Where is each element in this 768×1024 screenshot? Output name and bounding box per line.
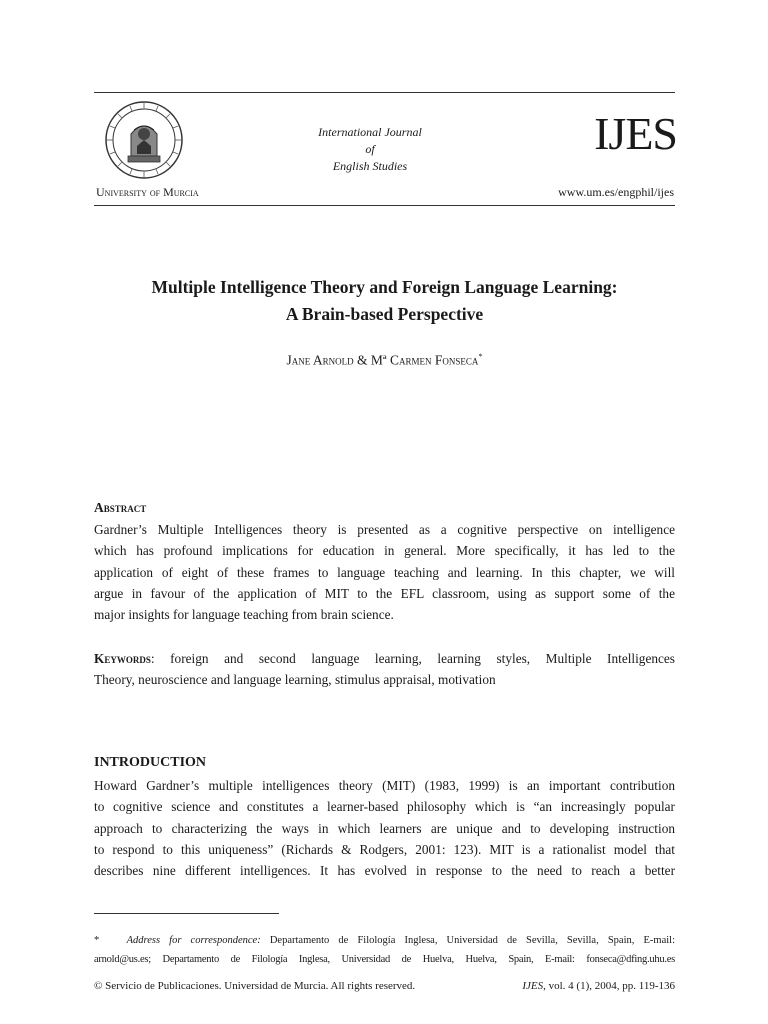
introduction-line: approach to characterizing the ways in which learners are unique and to developing instruction: [94, 820, 675, 836]
journal-abbreviation: IJES: [522, 980, 544, 992]
keywords-line: Theory, neuroscience and language learning, stimulus appraisal, motivation: [94, 672, 496, 688]
journal-name-line1: International Journal: [318, 125, 422, 139]
keywords-label: Keywords: [94, 651, 151, 666]
introduction-line: describes nine different intelligences. It has evolved in response to the need to reach a better: [94, 863, 675, 879]
keywords-paragraph: [94, 648, 675, 691]
footnote-marker: *: [94, 935, 100, 946]
university-seal-logo: [104, 100, 184, 180]
university-name: University of Murcia: [96, 185, 199, 199]
author-names: Jane Arnold & Mª Carmen Fonseca: [286, 352, 479, 368]
introduction-line: Howard Gardner’s multiple intelligences theory (MIT) (1983, 1999) is an important contribution: [94, 778, 675, 793]
abstract-paragraph: [94, 519, 675, 625]
introduction-paragraph: [94, 775, 675, 881]
journal-name: [300, 124, 440, 175]
journal-url[interactable]: www.um.es/engphil/ijes: [558, 185, 674, 199]
abstract-line: Gardner’s Multiple Intelligences theory is presented as a cognitive perspective on intelligence: [94, 522, 675, 537]
abstract-line: which has profound implications for education in general. More specifically, it has led to the: [94, 543, 675, 559]
footnote-text: Departamento de Filología Inglesa, Universidad de Sevilla, Sevilla, Spain, E-mail:: [260, 935, 675, 946]
article-title-line2: A Brain-based Perspective: [285, 304, 484, 324]
keywords-text: : foreign and second language learning, learning styles, Multiple Intelligences: [150, 651, 675, 666]
article-title: [94, 274, 675, 328]
abstract-line: major insights for language teaching from brain science.: [94, 607, 394, 623]
citation-details: , vol. 4 (1), 2004, pp. 119-136: [543, 980, 675, 992]
header-top-rule: [94, 92, 675, 93]
footnote-line: arnold@us.es; Departamento de Filología Inglesa, Universidad de Huelva, Huelva, Spain, E-mail: fonseca@dfing.uhu.es: [94, 954, 675, 965]
footnote-rule: [94, 913, 279, 914]
copyright-notice: © Servicio de Publicaciones. Universidad de Murcia. All rights reserved.: [94, 980, 416, 992]
keywords-line: [94, 648, 675, 669]
header-bottom-rule: [94, 205, 675, 206]
introduction-line: to cognitive science and constitutes a learner-based philosophy which is “an increasingly popular: [94, 799, 675, 815]
introduction-heading: INTRODUCTION: [94, 755, 207, 770]
introduction-line: to respond to this uniqueness” (Richards & Rodgers, 2001: 123). MIT is a rationalist model that: [94, 841, 675, 857]
journal-name-line2: of: [365, 142, 375, 156]
footnote-label: Address for correspondence:: [126, 935, 261, 946]
footnote-line: [94, 931, 675, 950]
abstract-heading: Abstract: [94, 500, 147, 515]
abstract-line: argue in favour of the application of MIT to the EFL classroom, using as support some of the: [94, 585, 675, 601]
journal-name-line3: English Studies: [332, 159, 408, 173]
author-footnote-marker[interactable]: *: [478, 352, 483, 361]
footnote: [94, 931, 675, 969]
journal-citation: [522, 980, 675, 992]
article-title-line1: Multiple Intelligence Theory and Foreign Language Learning:: [151, 277, 618, 297]
article-authors: [94, 352, 675, 369]
abstract-line: application of eight of these frames to language teaching and learning. In this chapter, we will: [94, 564, 675, 580]
ijes-logo: IJES: [594, 108, 677, 159]
